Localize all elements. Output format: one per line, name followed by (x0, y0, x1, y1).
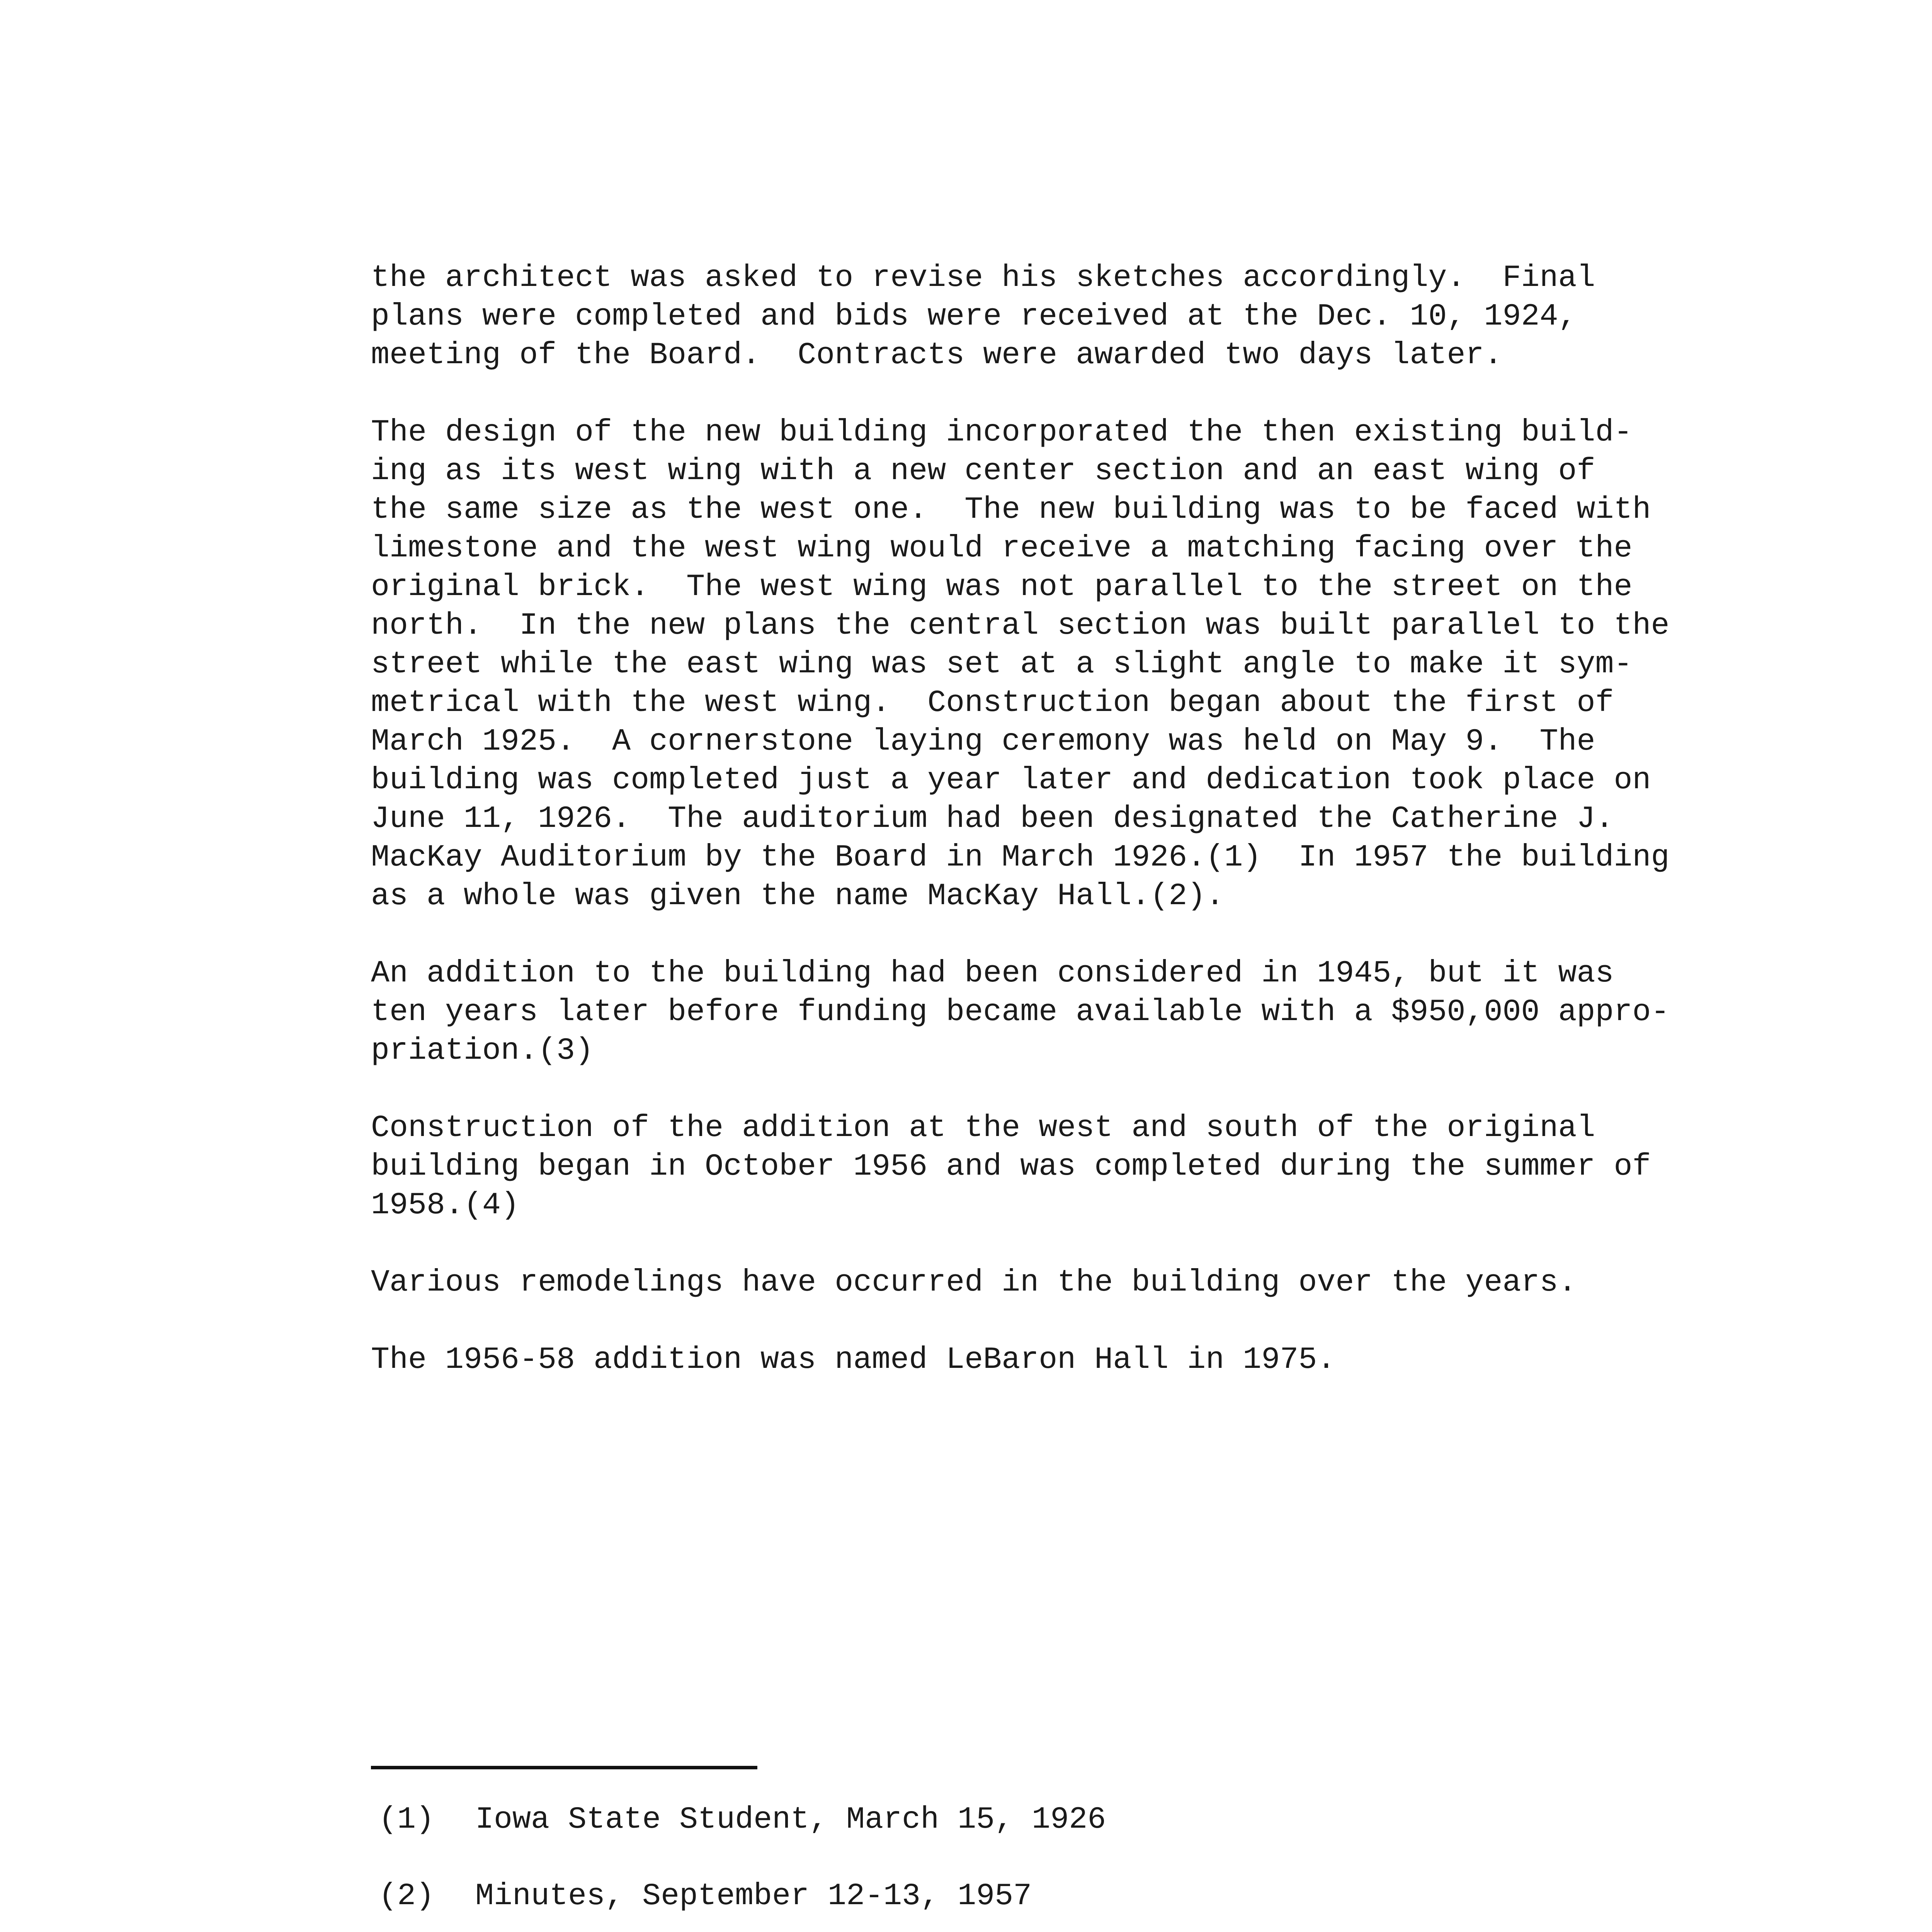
paragraph: Various remodelings have occurred in the building over the years. (371, 1265, 1577, 1300)
footnote (379, 1801, 1538, 1839)
paragraph: The 1956-58 addition was named LeBaron Hall in 1975. (371, 1342, 1336, 1378)
paragraph: the architect was asked to revise his sketches accordingly. Final plans were completed and bids were received at the Dec. 10, 1924, meeting of the Board. Contracts were awarded two days later. (371, 260, 1595, 373)
footnote-number: (2) (379, 1879, 435, 1914)
body-text (371, 259, 1731, 1418)
paragraph: The design of the new building incorporated the then existing build- ing as its west wing with a new center section and an east wing of the same size as the west one. The new building was to be faced with limestone and the west wing would receive a matching facing over the original brick. The west wing was not parallel to the street on the north. In the new plans the central section was built parallel to the street while the east wing was set at a slight angle to make it sym- metrical with the west wing. Construction began about the first of March 1925. A cornerstone laying ceremony was held on May 9. The building was completed just a year later and dedication took place on June 11, 1926. The auditorium had been designated the Catherine J. MacKay Auditorium by the Board in March 1926.(1) In 1957 the building as a whole was given the name MacKay Hall.(2). (371, 415, 1670, 914)
footnote-separator (371, 1766, 757, 1769)
footnote (379, 1877, 1538, 1916)
paragraph: An addition to the building had been considered in 1945, but it was ten years later before funding became available with a $950,000 appro- priation.(3) (371, 956, 1670, 1068)
footnotes (379, 1801, 1538, 1932)
paragraph: Construction of the addition at the west and south of the original building began in October 1956 and was completed during the summer of 1958.(4) (371, 1111, 1651, 1223)
footnote-text: Minutes, September 12-13, 1957 (475, 1879, 1032, 1914)
footnote-text: Iowa State Student, March 15, 1926 (475, 1802, 1106, 1837)
footnote-number: (1) (379, 1802, 435, 1837)
